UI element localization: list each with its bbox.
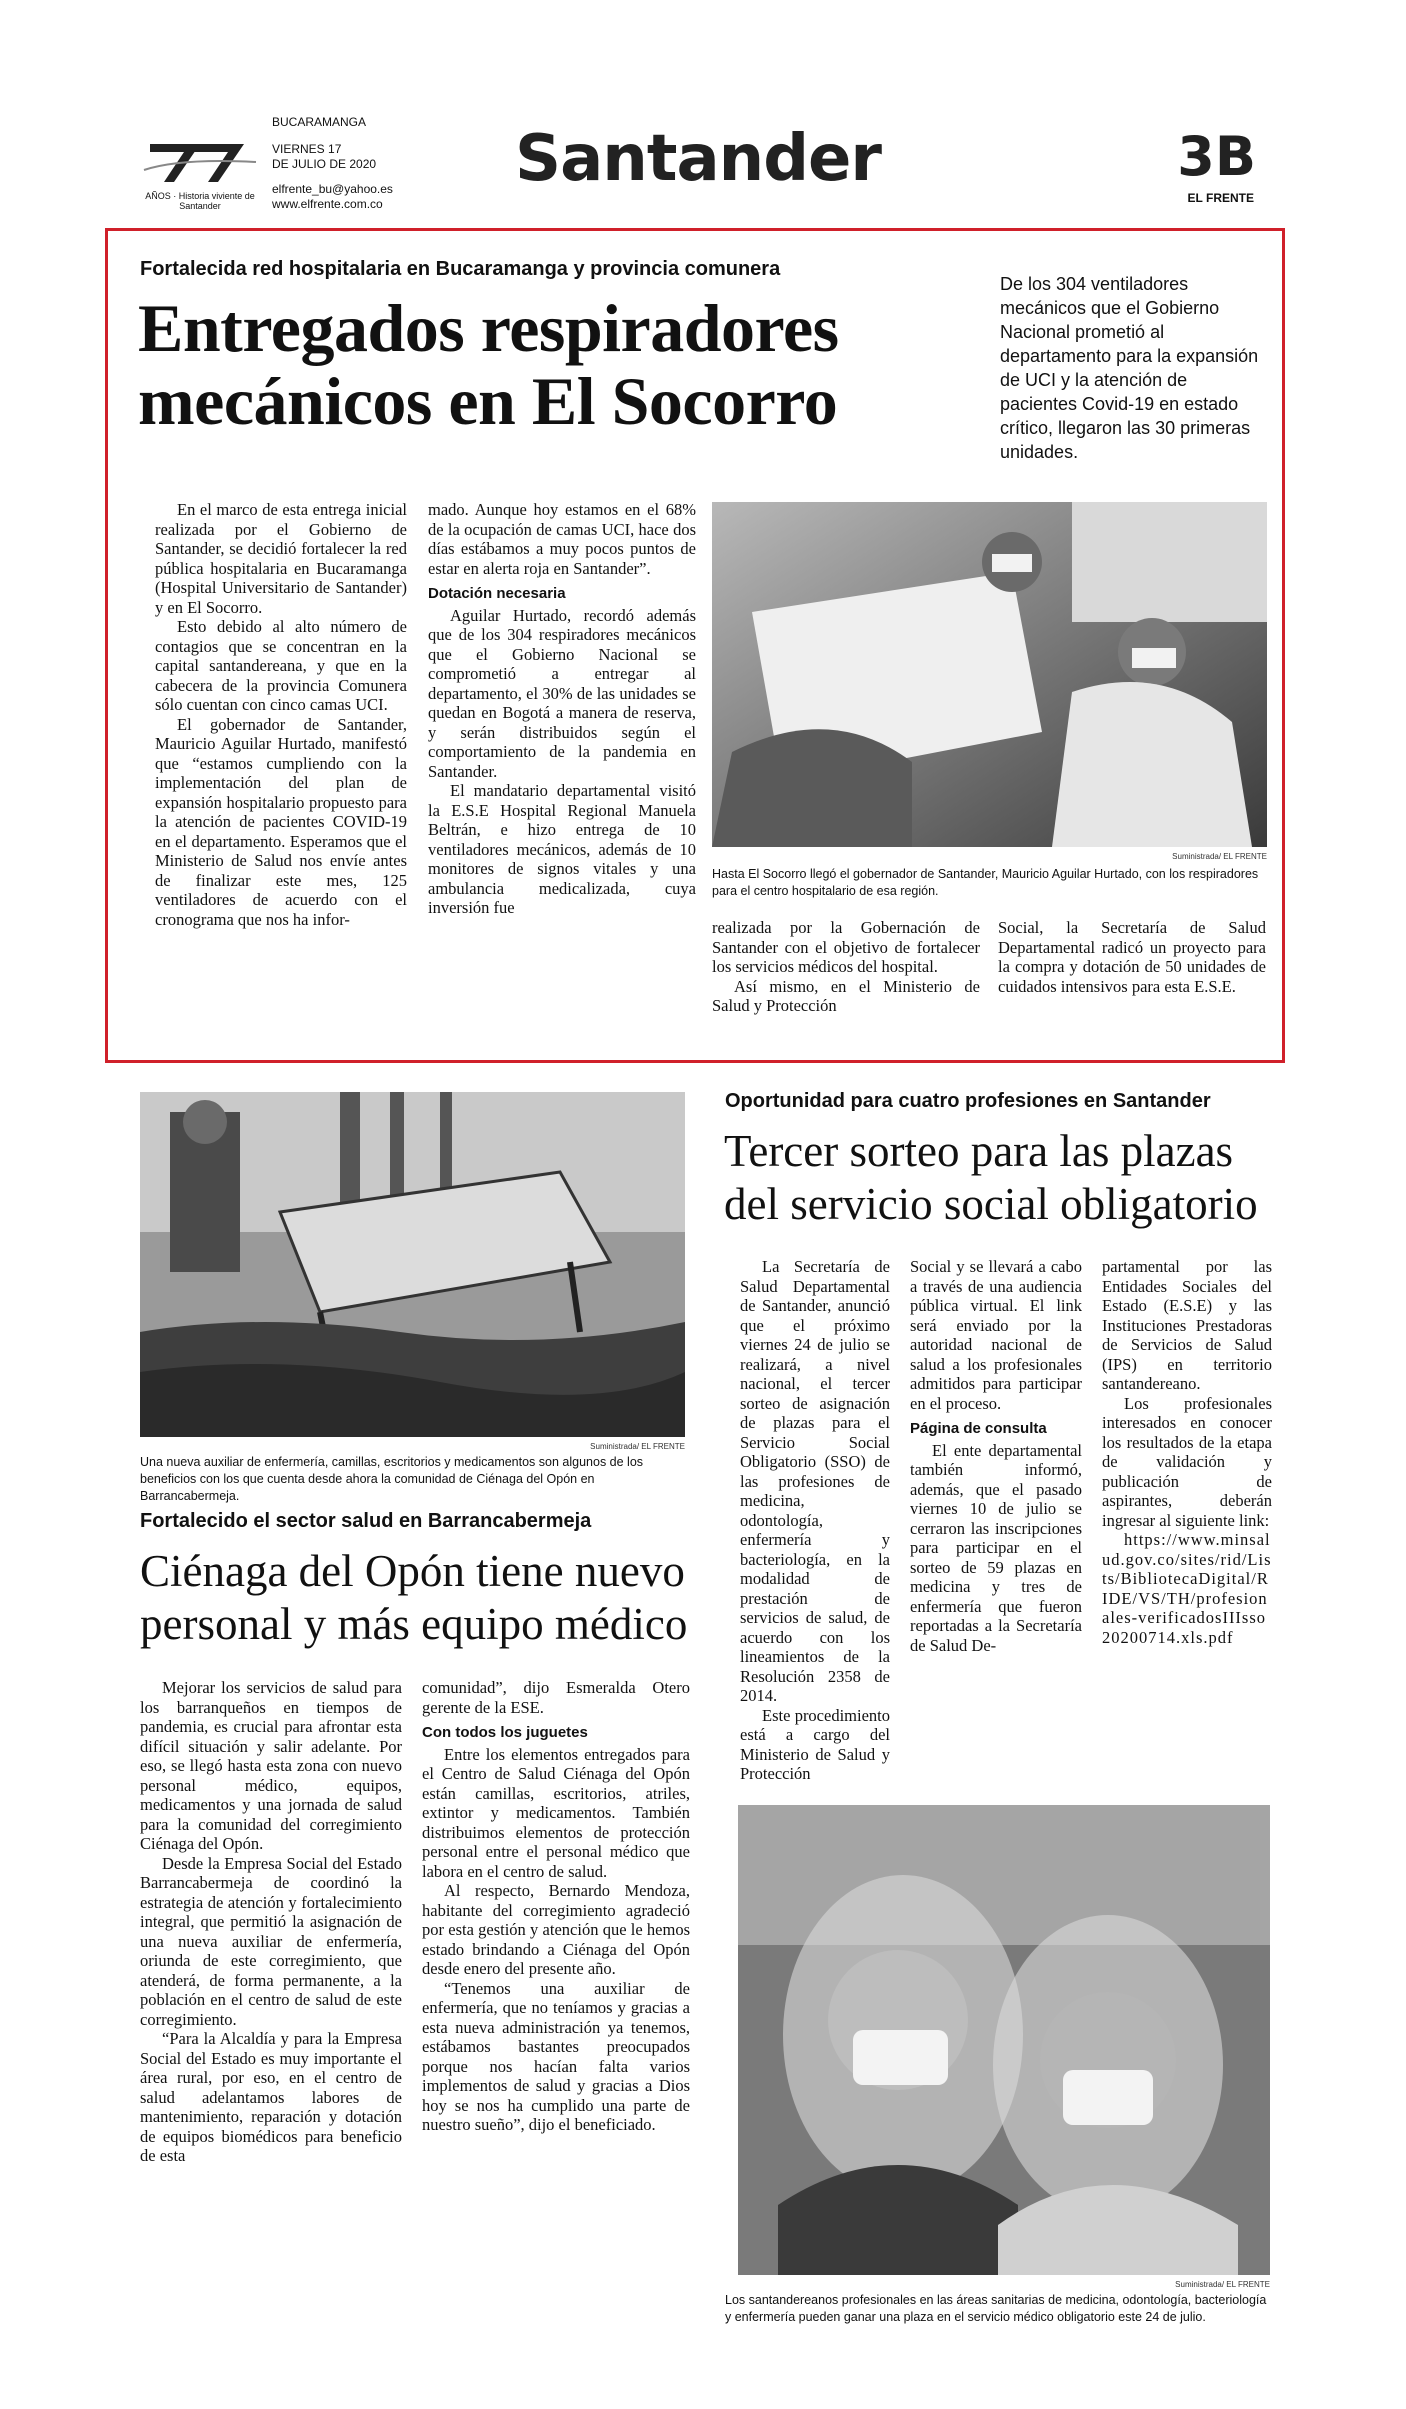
story3-photo-credit: Suministrada/ EL FRENTE (1175, 2280, 1270, 2289)
story2-photo-credit: Suministrada/ EL FRENTE (590, 1442, 685, 1451)
dateline (272, 115, 393, 212)
story1-photo-credit: Suministrada/ EL FRENTE (1172, 852, 1267, 861)
section-title: Santander (515, 122, 881, 196)
story1-subhead: Dotación necesaria (428, 585, 566, 602)
paper-name: EL FRENTE (1187, 191, 1254, 205)
anniversary-logo-icon (140, 140, 260, 184)
story2-kicker: Fortalecido el sector salud en Barrancabermeja (140, 1510, 592, 1532)
story1-column-2: mado. Aunque hoy estamos en el 68% de la ocupación de camas UCI, hace dos días estábamos a muy pocos puntos de estar en alerta roja en Santander”. Dotación necesaria Aguilar Hurtado, recordó además que de los 304 respiradores mecánicos que el Gobierno Nacional se comprometió a entregar al departamento, el 30% de las unidades se quedan en Bogotá a manera de reserva, y serán distribuidos según el comportamiento de la pandemia en Santander. El mandatario departamental visitó la E.S.E Hospital Regional Manuela Beltrán, e hizo entrega de 10 ventiladores mecánicos, además de 10 monitores de signos vitales y una ambulancia medicalizada, cuya inversión fue (428, 500, 696, 917)
story1-photo (712, 502, 1267, 847)
email: elfrente_bu@yahoo.es (272, 182, 393, 196)
story2-column-1: Mejorar los servicios de salud para los barranqueños en tiempos de pandemia, es crucial para afrontar esta difícil situación y salir adelante. Por eso, se llegó hasta esta zona con nuevo personal médico, equipos, medicamentos y una jornada de salud para la comunidad del corregimiento Ciénaga del Opón. Desde la Empresa Social del Estado Barrancabermeja de coordinó la estrategia de atención y fortalecimiento integral, que permitió la asignación de una nueva auxiliar de enfermería, oriunda de este corregimiento, que atenderá, de forma permanente, a la población en el centro de salud de este corregimiento. “Para la Alcaldía y para la Empresa Social del Estado es muy importante el área rural, por eso, en el centro de salud adelantamos labores de mantenimiento, reparación y dotación de equipos biomédicos para beneficio de esta (140, 1678, 402, 2165)
masthead-logo (140, 140, 260, 211)
story3-column-1: La Secretaría de Salud Departamental de Santander, anunció que el próximo viernes 24 de julio se realizará, a nivel nacional, el tercer sorteo de asignación de plazas para el Servicio Social Obligatorio (SSO) de las profesiones de medicina, odontología, enfermería y bacteriología, en la modalidad de prestación de servicios de salud, de acuerdo con los lineamientos de la Resolución 2358 de 2014. Este procedimiento está a cargo del Ministerio de Salud y Protección (740, 1257, 890, 1783)
story3-subhead: Página de consulta (910, 1420, 1047, 1437)
story3-link[interactable]: https://www.minsalud.gov.co/sites/rid/Lists/BibliotecaDigital/RIDE/VS/TH/profesionales-verificadosIIIsso20200714.xls.pdf (1102, 1530, 1272, 1647)
logo-tagline: AÑOS · Historia viviente de Santander (145, 191, 255, 211)
story1-kicker: Fortalecida red hospitalaria en Bucaramanga y provincia comunera (140, 258, 781, 280)
story3-column-2: Social y se llevará a cabo a través de una audiencia pública virtual. El link será enviado por la autoridad nacional de salud a los profesionales admitidos para participar en el proceso. Página de consulta El ente departamental también informó, además, que el pasado viernes 10 de julio se cerraron las inscripciones para participar en el sorteo de 59 plazas en medicina y tres de enfermería que fueron reportadas a la Secretaría de Salud De- (910, 1257, 1082, 1655)
story1-column-4: Social, la Secretaría de Salud Departamental radicó un proyecto para la compra y dotación de 50 unidades de cuidados intensivos para esta E.S.E. (998, 918, 1266, 996)
city: BUCARAMANGA (272, 115, 367, 129)
story1-caption: Hasta El Socorro llegó el gobernador de Santander, Mauricio Aguilar Hurtado, con los respiradores para el centro hospitalario de esa región. (712, 867, 1259, 898)
story1-column-1: En el marco de esta entrega inicial realizada por el Gobierno de Santander, se decidió fortalecer la red pública hospitalaria en Bucaramanga (Hospital Universitario de Santander) y en El Socorro. Esto debido al alto número de contagios que se concentran en la capital santandereana, y que en la cabecera de la provincia Comunera sólo cuentan con cinco camas UCI. El gobernador de Santander, Mauricio Aguilar Hurtado, manifestó que “estamos cumpliendo con la implementación del plan de expansión hospitalario propuesto para la atención de pacientes COVID-19 en el departamento. Esperamos que el Ministerio de Salud nos envíe antes de finalizar este mes, 125 ventiladores de acuerdo con el cronograma que nos ha infor- (155, 500, 407, 929)
date-line-2: DE JULIO DE 2020 (272, 157, 377, 171)
story3-headline: Tercer sorteo para las plazas del servicio social obligatorio (724, 1126, 1258, 1230)
story2-column-2: comunidad”, dijo Esmeralda Otero gerente de la ESE. Con todos los juguetes Entre los elementos entregados para el Centro de Salud Ciénaga del Opón están camillas, escritorios, atriles, extintor y medicamentos. También distribuimos elementos de protección personal entre el personal médico que labora en el centro de salud. Al respecto, Bernardo Mendoza, habitante del corregimiento agradeció por esta gestión y atención que le hemos estado brindando a Ciénaga del Opón desde enero del presente año. “Tenemos una auxiliar de enfermería, que no teníamos y gracias a esta nueva administración ya tenemos, estábamos bastantes preocupados porque nos hacían falta varios implementos de salud y gracias a Dios hoy se nos ha cumplido una parte de nuestro sueño”, dijo el beneficiado. (422, 1678, 690, 2134)
story1-column-3: realizada por la Gobernación de Santander con el objetivo de fortalecer los servicios médicos del hospital. Así mismo, en el Ministerio de Salud y Protección (712, 918, 980, 1015)
website: www.elfrente.com.co (272, 197, 383, 211)
page-number: 3B (1177, 125, 1256, 188)
story2-headline: Ciénaga del Opón tiene nuevo personal y más equipo médico (140, 1546, 688, 1650)
date-line-1: VIERNES 17 (272, 142, 342, 156)
story2-photo (140, 1092, 685, 1437)
story3-kicker: Oportunidad para cuatro profesiones en Santander (725, 1090, 1211, 1112)
story1-headline: Entregados respiradores mecánicos en El Socorro (138, 290, 839, 440)
story3-column-3: partamental por las Entidades Sociales del Estado (E.S.E) y las Instituciones Prestadoras de Servicios de Salud (IPS) en territorio santandereano. Los profesionales interesados en conocer los resultados de la etapa de validación y publicación de aspirantes, deberán ingresar al siguiente link: https://www.minsalud.gov.co/sites/rid/Lists/BibliotecaDigital/RIDE/VS/TH/profesionales-verificadosIIIsso20200714.xls.pdf (1102, 1257, 1272, 1647)
story2-caption: Una nueva auxiliar de enfermería, camillas, escritorios y medicamentos son algunos de los beneficios con los que cuenta desde ahora la comunidad de Ciénaga del Opón en Barrancabermeja. (140, 1455, 644, 1503)
story3-photo (738, 1805, 1270, 2275)
story3-caption: Los santandereanos profesionales en las áreas sanitarias de medicina, odontología, bacteriología y enfermería pueden ganar una plaza en el servicio médico obligatorio este 24 de julio. (725, 2293, 1267, 2324)
story2-subhead: Con todos los juguetes (422, 1724, 588, 1741)
story1-deck: De los 304 ventiladores mecánicos que el Gobierno Nacional prometió al departamento para la expansión de UCI y la atención de pacientes Covid-19 en estado crítico, llegaron las 30 primeras unidades. (1000, 274, 1259, 462)
